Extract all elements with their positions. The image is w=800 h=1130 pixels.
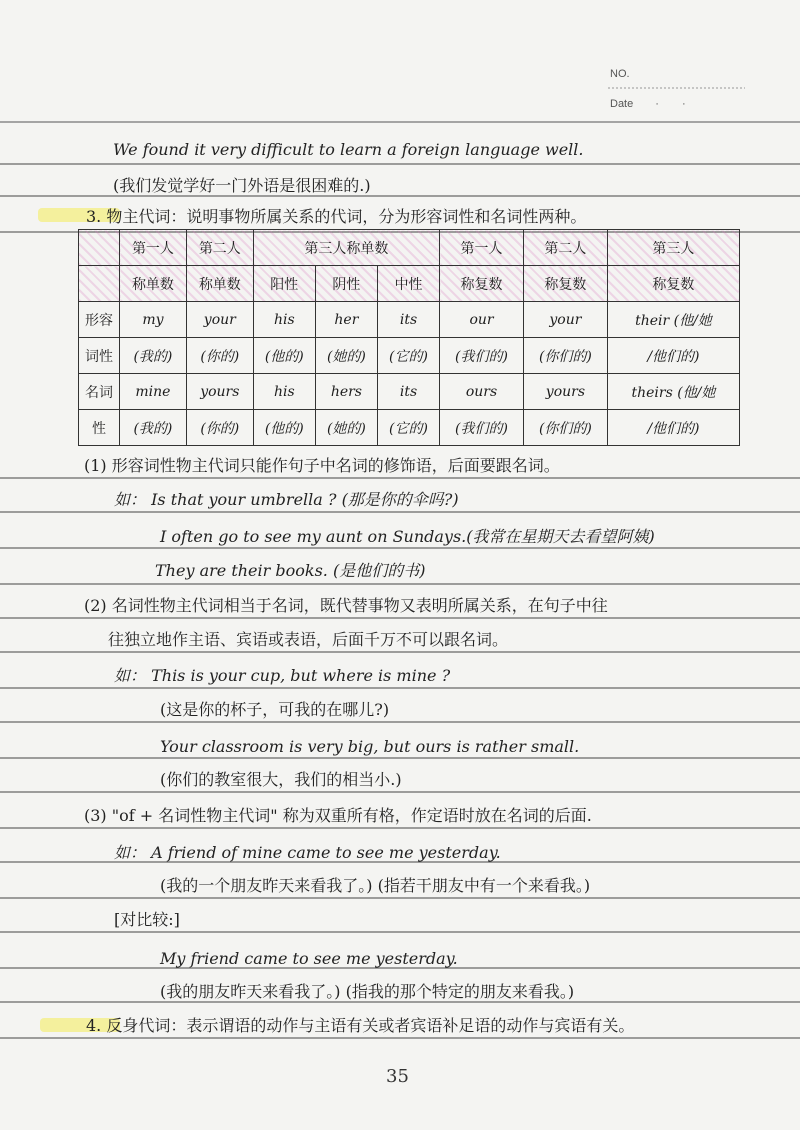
table-row-label: 词性	[79, 338, 120, 374]
table-cell: yours	[523, 374, 607, 410]
table-cell: (他的)	[253, 338, 315, 374]
table-header-cell: 第三人	[607, 230, 739, 266]
table-cell: /他们的)	[607, 410, 739, 446]
table-cell: his	[253, 302, 315, 338]
table-header-cell: 第二人	[523, 230, 607, 266]
table-header-row-1	[79, 230, 740, 266]
translation-classroom: (你们的教室很大，我们的相当小.)	[160, 770, 402, 789]
table-header-cell: 称复数	[607, 266, 739, 302]
table-row-label: 形容	[79, 302, 120, 338]
table-cell: its	[377, 302, 439, 338]
table-row	[79, 338, 740, 374]
table-cell: (我的)	[120, 410, 187, 446]
table-row	[79, 410, 740, 446]
table-header-cell: 第一人	[440, 230, 524, 266]
table-row	[79, 302, 740, 338]
table-cell: (她的)	[315, 410, 377, 446]
table-cell: (我的)	[120, 338, 187, 374]
example-classroom: Your classroom is very big, but ours is rather small.	[160, 737, 580, 756]
table-cell: mine	[120, 374, 187, 410]
table-cell: (你们的)	[523, 410, 607, 446]
example-my-friend: My friend came to see me yesterday.	[160, 949, 458, 968]
section-4-heading: 4. 反身代词：表示谓语的动作与主语有关或者宾语补足语的动作与宾语有关。	[86, 1016, 635, 1035]
table-header-cell: 称复数	[440, 266, 524, 302]
table-row-label: 性	[79, 410, 120, 446]
rule-1-heading: (1) 形容词性物主代词只能作句子中名词的修饰语，后面要跟名词。	[84, 456, 560, 475]
compare-label: [对比较:]	[114, 910, 180, 929]
table-cell: (她的)	[315, 338, 377, 374]
table-cell: /他们的)	[607, 338, 739, 374]
table-cell: ours	[440, 374, 524, 410]
rule-3-heading: (3) "of + 名词性物主代词" 称为双重所有格，作定语时放在名词的后面.	[84, 806, 592, 825]
table-cell: (你的)	[186, 338, 253, 374]
rule-2-heading-a: (2) 名词性物主代词相当于名词，既代替事物又表明所属关系，在句子中往	[84, 596, 608, 615]
translation-found-it: (我们发觉学好一门外语是很困难的.)	[113, 176, 371, 195]
table-cell: (它的)	[377, 338, 439, 374]
table-cell: your	[186, 302, 253, 338]
table-cell: our	[440, 302, 524, 338]
header-no-label: NO.	[610, 68, 630, 80]
page-number: 35	[386, 1066, 409, 1087]
section-3-heading: 3. 物主代词：说明事物所属关系的代词，分为形容词性和名词性两种。	[86, 207, 587, 226]
example-their-books: They are their books. (是他们的书)	[155, 561, 426, 580]
table-header-cell: 称单数	[120, 266, 187, 302]
header-date	[610, 98, 696, 110]
table-header-cell: 称复数	[523, 266, 607, 302]
table-cell: yours	[186, 374, 253, 410]
table-cell: (你的)	[186, 410, 253, 446]
example-aunt: I often go to see my aunt on Sundays.(我常在星期天去看望阿姨)	[160, 527, 655, 546]
translation-your-cup: (这是你的杯子，可我的在哪儿?)	[160, 700, 390, 719]
table-header-row-2	[79, 266, 740, 302]
example-sentence-found-it: We found it very difficult to learn a foreign language well.	[113, 140, 584, 159]
table-corner	[79, 230, 120, 266]
table-header-cell: 第二人	[186, 230, 253, 266]
table-cell: (你们的)	[523, 338, 607, 374]
rule-2-heading-b: 往独立地作主语、宾语或表语，后面千万不可以跟名词。	[108, 630, 509, 649]
table-row	[79, 374, 740, 410]
table-cell: (我们的)	[440, 410, 524, 446]
table-header-cell: 中性	[377, 266, 439, 302]
table-header-cell: 阳性	[253, 266, 315, 302]
table-cell: your	[523, 302, 607, 338]
table-header-cell: 称单数	[186, 266, 253, 302]
table-header-cell: 第一人	[120, 230, 187, 266]
table-cell: hers	[315, 374, 377, 410]
pronoun-table	[78, 229, 740, 446]
header-date-dots: · ·	[655, 98, 696, 110]
table-cell: (它的)	[377, 410, 439, 446]
table-cell: (他的)	[253, 410, 315, 446]
example-friend-of-mine: 如： A friend of mine came to see me yesterday.	[114, 843, 501, 862]
example-your-cup: 如： This is your cup, but where is mine ?	[114, 666, 451, 685]
header-date-label: Date	[610, 98, 634, 110]
table-cell: its	[377, 374, 439, 410]
example-umbrella: 如： Is that your umbrella ? (那是你的伞吗?)	[114, 490, 459, 509]
translation-friend-of-mine: (我的一个朋友昨天来看我了。) (指若干朋友中有一个来看我。)	[160, 876, 591, 895]
table-cell: her	[315, 302, 377, 338]
table-cell: theirs (他/她	[607, 374, 739, 410]
table-row-label: 名词	[79, 374, 120, 410]
table-cell: their (他/她	[607, 302, 739, 338]
table-cell: my	[120, 302, 187, 338]
table-cell: his	[253, 374, 315, 410]
table-cell: (我们的)	[440, 338, 524, 374]
table-corner	[79, 266, 120, 302]
table-header-cell: 阴性	[315, 266, 377, 302]
translation-my-friend: (我的朋友昨天来看我了。) (指我的那个特定的朋友来看我。)	[160, 982, 575, 1001]
table-header-cell: 第三人称单数	[253, 230, 439, 266]
